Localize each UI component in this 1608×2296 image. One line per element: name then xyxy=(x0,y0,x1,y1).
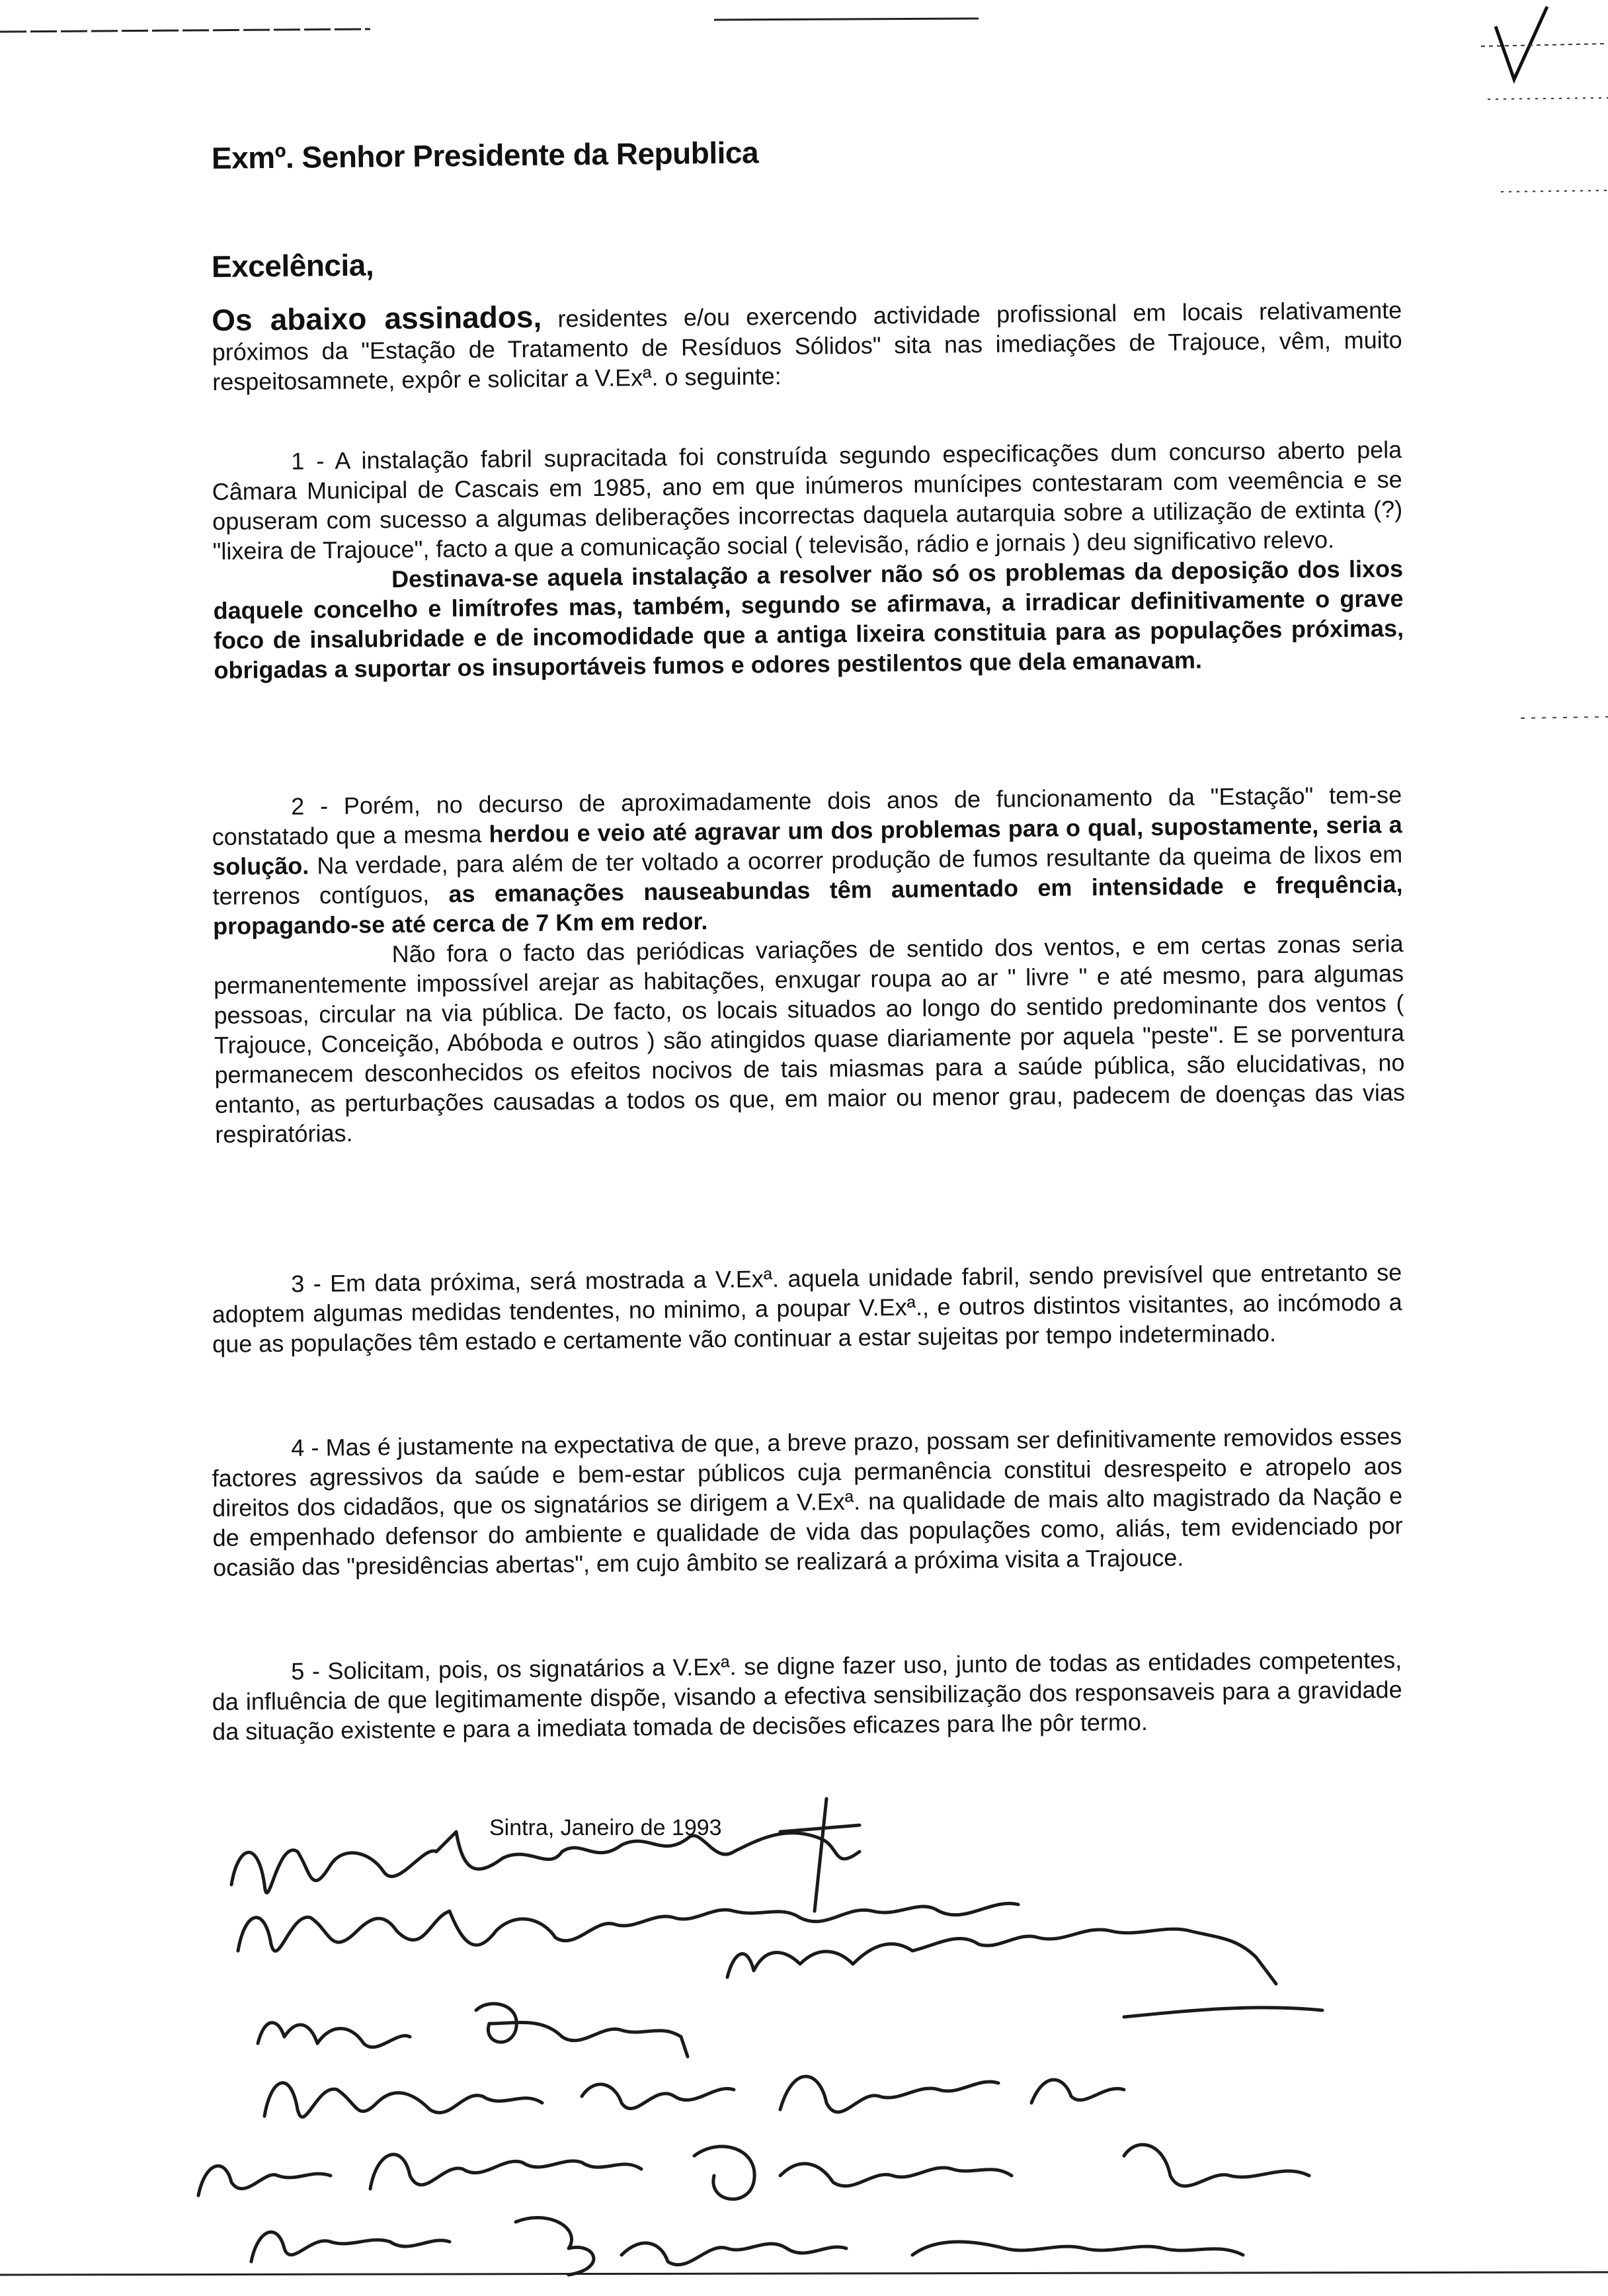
addressee-heading: Exmº. Senhor Presidente da Republica xyxy=(211,135,759,175)
signature-6 xyxy=(198,2145,1309,2199)
item-3-paragraph: 3 - Em data próxima, será mostrada a V.Exª. aquela unidade fabril, sendo previsível que entretanto se adoptem algumas medidas tendentes, no minimo, a poupar V.Exª., e outros distintos visitantes, ao incómodo a que as populações têm estado e certamente vão continuar a estar sujeitas por tempo indeterminado. xyxy=(212,1258,1402,1358)
place-and-date: Sintra, Janeiro de 1993 xyxy=(489,1815,722,1840)
item-2-paragraph-2: Não fora o facto das periódicas variações de sentido dos ventos, e em certas zonas seria permanentemente impossível arejar as habitações, enxugar roupa ao ar " livre " e até mesmo, para algumas pessoas, circular na via pública. De facto, os locais situados ao longo do sentido predominante dos ventos ( Trajouce, Conceição, Abóboda e outros ) são atingidos quase diariamente por aquela "peste". E se porventura permanecem desconhecidos os efeitos nocivos de tais miasmas para a saúde pública, são elucidativas, no entanto, as perturbações causadas a todos os que, em maior ou menor grau, padecem de doenças das vias respiratórias. xyxy=(213,930,1406,1148)
item-4-paragraph: 4 - Mas é justamente na expectativa de que, a breve prazo, possam ser definitivamente removidos esses factores agressivos da saúde e bem-estar públicos cuja permanência constitui desrespeito e atropelo aos direitos dos cidadãos, que os signatários se dirigem a V.Exª. na qualidade de mais alto magistrado da Nação e de empenhado defensor do ambiente e qualidade de vida das populações como, aliás, tem evidenciado por ocasião das "presidências abertas", em cujo âmbito se realizará a próxima visita a Trajouce. xyxy=(212,1422,1403,1581)
intro-lead: Os abaixo assinados, xyxy=(211,299,542,337)
signature-5 xyxy=(264,2076,1124,2117)
item-1-paragraph-1: 1 - A instalação fabril supracitada foi construída segundo especificações dum concurso aberto pela Câmara Municipal de Cascais em 1985, ano em que inúmeros munícipes contestaram com veemência e se opuseram com sucesso a algumas deliberações incorrectas daquela autarquia sobre a utilização de extinta (?) "lixeira de Trajouce", facto a que a comunicação social ( televisão, rádio e jornais ) deu significativo relevo. xyxy=(212,436,1403,565)
signature-1 xyxy=(231,1832,860,1893)
item-5-paragraph: 5 - Solicitam, pois, os signatários a V.Exª. se digne fazer uso, junto de todas as entidades competentes, da influência de que legitimamente dispõe, visando a efectiva sensibilização dos responsaveis para a gravidade da situação existente e para a imediata tomada de decisões eficazes para lhe pôr termo. xyxy=(212,1646,1402,1745)
signature-4 xyxy=(258,2004,688,2057)
signature-cross-mark xyxy=(780,1799,860,1911)
item-2-text-c: Na verdade, para além de ter voltado a ocorrer produção de fumos resultante da queima de lixos em terrenos contíguos, xyxy=(212,840,1403,910)
item-2-text-b: herdou e veio até agravar um dos problemas para o qual, supostamente, seria a solução. xyxy=(212,811,1402,880)
item-2-text-d: as emanações nauseabundas têm aumentado em intensidade e frequência, propagando-se até cerca de 7 Km em redor. xyxy=(212,870,1403,940)
intro-text: residentes e/ou exercendo actividade profissional em locais relativamente próximos da "Estação de Tratamento de Resíduos Sólidos" sita nas imediações de Trajouce, vêm, muito respeitosamnete, expôr e solicitar a V.Exª. o seguinte: xyxy=(212,296,1402,395)
item-1-paragraph-2: Destinava-se aquela instalação a resolver não só os problemas da deposição dos lixos daquele concelho e limítrofes mas, também, segundo se afirmava, a irradicar definitivamente o grave foco de insalubridade e de incomodidade que a antiga lixeira constituia para as populações próximas, obrigadas a suportar os insuportáveis fumos e odores pestilentos que dela emanavam. xyxy=(213,555,1404,684)
item-2-text-a: 2 - Porém, no decurso de aproximadamente dois anos de funcionamento da "Estação" tem-se constatado que a mesma xyxy=(212,781,1402,850)
greeting: Excelência, xyxy=(211,247,374,284)
signature-7 xyxy=(251,2218,1243,2275)
signature-3 xyxy=(727,1929,1322,2017)
